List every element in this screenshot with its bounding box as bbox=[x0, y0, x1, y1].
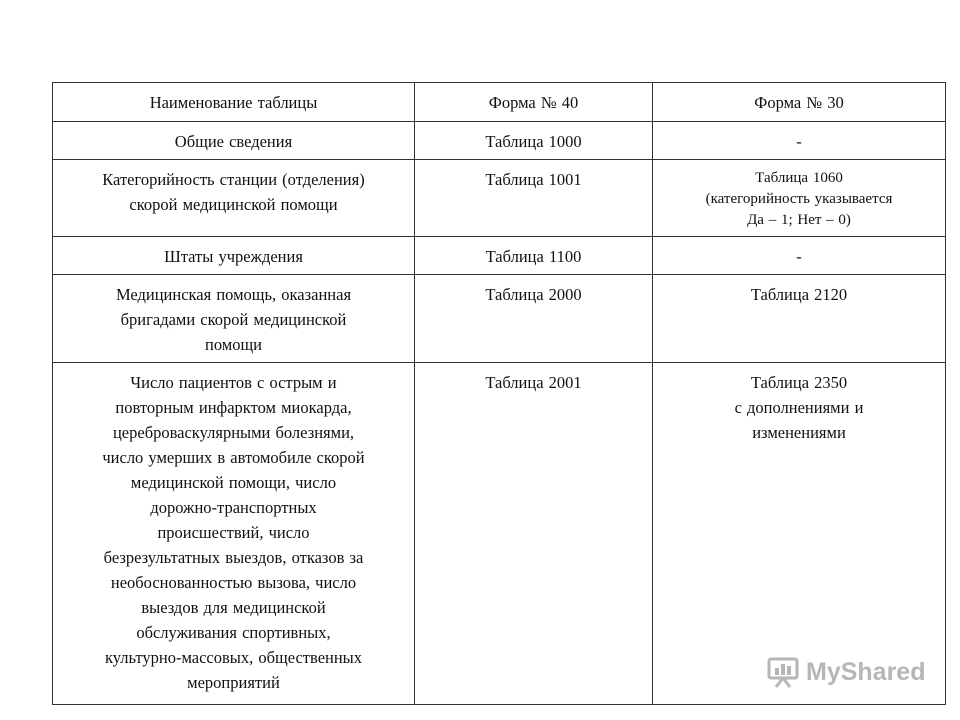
header-form-30: Форма № 30 bbox=[653, 83, 946, 122]
header-table-name: Наименование таблицы bbox=[53, 83, 415, 122]
header-form-40: Форма № 40 bbox=[415, 83, 653, 122]
table-cell: Таблица 1001 bbox=[415, 160, 653, 237]
table-cell: Таблица 1060 (категорийность указывается Да – 1; Нет – 0) bbox=[653, 160, 946, 237]
myshared-watermark bbox=[766, 655, 925, 689]
table-cell: Штаты учреждения bbox=[53, 237, 415, 275]
table-cell: Число пациентов с острым и повторным инфарктом миокарда, цереброваскулярными болезнями, число умерших в автомобиле скорой медицинской помощи, число дорожно-транспортных происшествий, число безрезультатных выездов, отказов за необоснованностью вызова, число выездов для медицинской обслуживания спортивных, культурно-массовых, общественных мероприятий bbox=[53, 363, 415, 705]
table-row bbox=[53, 122, 946, 160]
table-cell: Медицинская помощь, оказанная бригадами скорой медицинской помощи bbox=[53, 275, 415, 363]
presentation-board-icon bbox=[766, 655, 800, 689]
table-cell: Таблица 2001 bbox=[415, 363, 653, 705]
table-cell: Таблица 2120 bbox=[653, 275, 946, 363]
table-cell: Таблица 1100 bbox=[415, 237, 653, 275]
watermark-text: MyShared bbox=[806, 657, 926, 686]
table-row bbox=[53, 237, 946, 275]
table-cell: - bbox=[653, 122, 946, 160]
table-cell: Общие сведения bbox=[53, 122, 415, 160]
reporting-forms-table bbox=[52, 82, 946, 705]
table-cell: Таблица 1000 bbox=[415, 122, 653, 160]
table-row bbox=[53, 275, 946, 363]
table-cell: Таблица 2350 с дополнениями и изменениями bbox=[653, 363, 946, 705]
table-row bbox=[53, 160, 946, 237]
table-row bbox=[53, 363, 946, 705]
table-cell: Таблица 2000 bbox=[415, 275, 653, 363]
table-cell: - bbox=[653, 237, 946, 275]
table-header-row bbox=[53, 83, 946, 122]
table-cell: Категорийность станции (отделения) скорой медицинской помощи bbox=[53, 160, 415, 237]
